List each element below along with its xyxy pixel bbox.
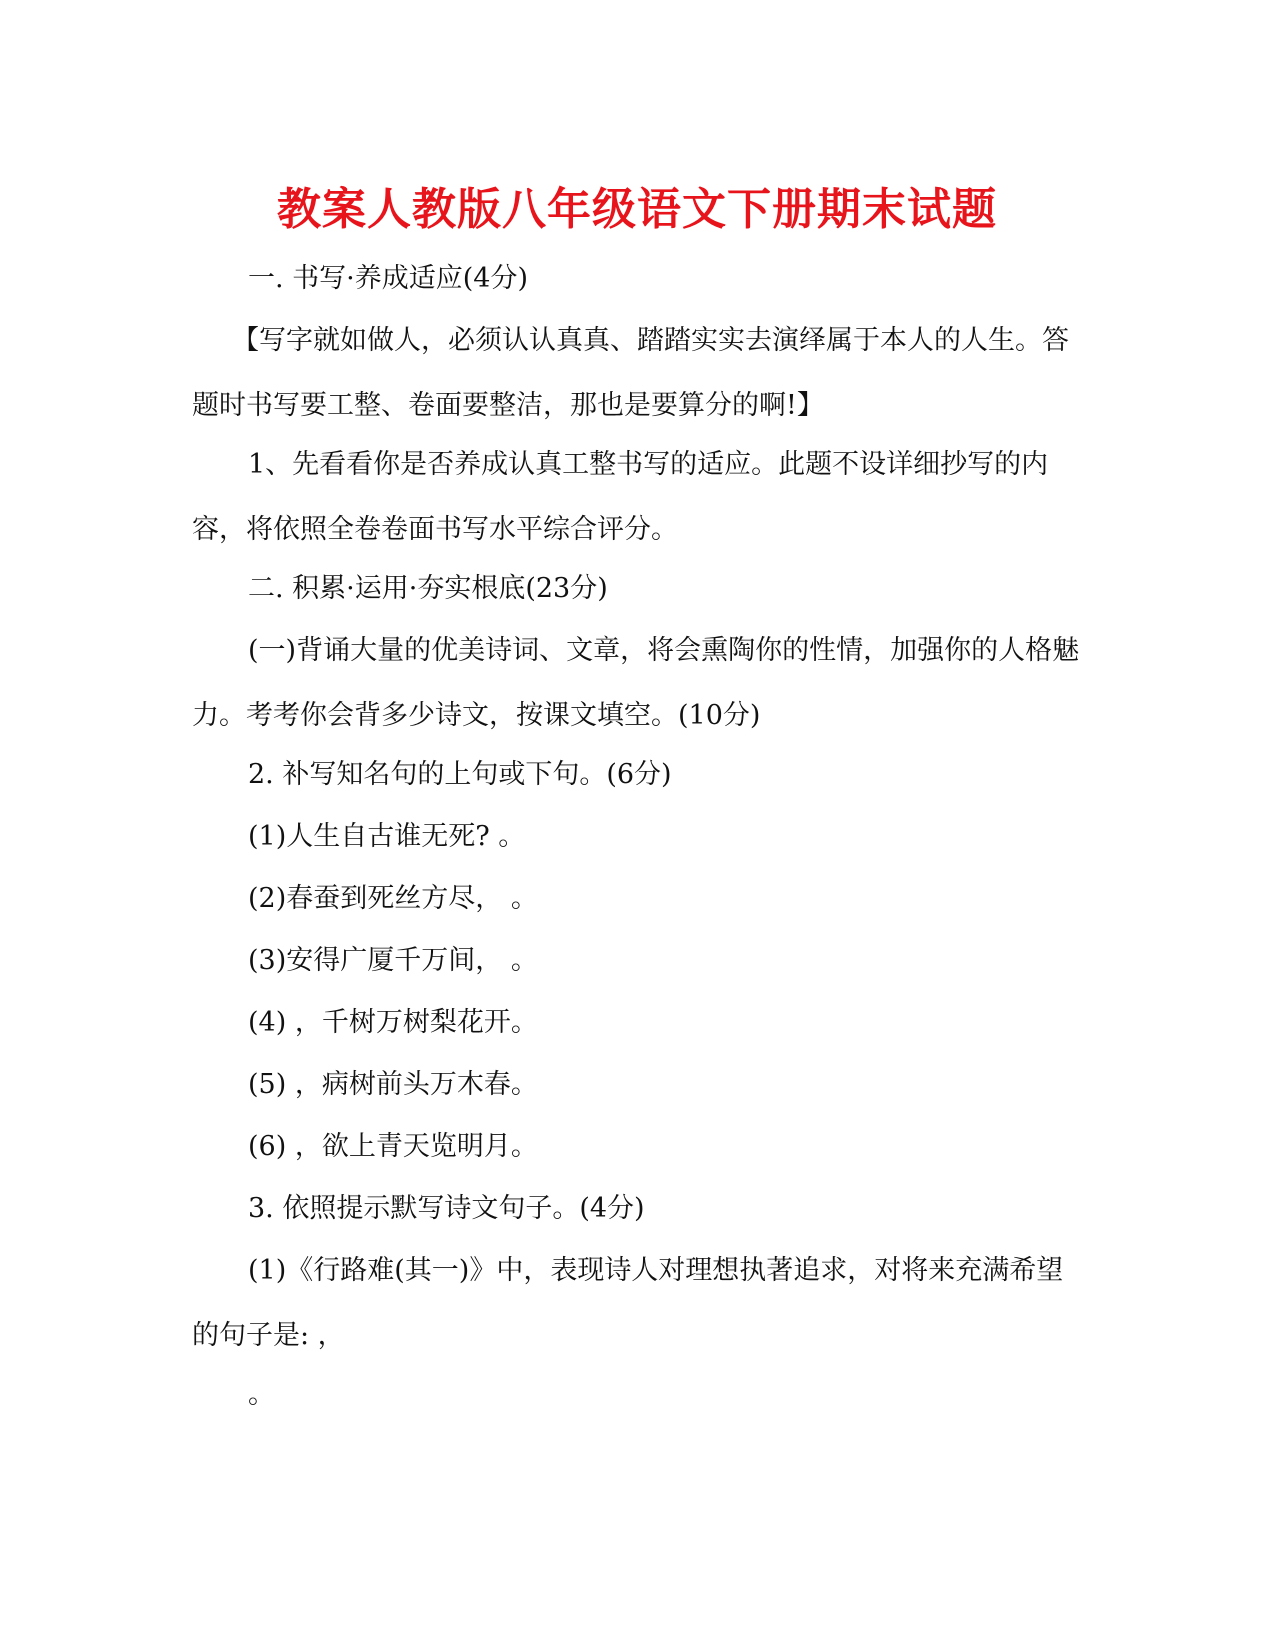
question-1: 1、先看看你是否养成认真工整书写的适应。此题不设详细抄写的内容，将依照全卷卷面书写水平综合评分。 <box>192 449 1049 545</box>
document-title: 教案人教版八年级语文下册期末试题 <box>277 184 997 235</box>
section-heading-1: 一. 书写·养成适应(4分) <box>248 263 528 294</box>
question-3: 3. 依照提示默写诗文句子。(4分) <box>248 1193 645 1224</box>
question-2: 2. 补写知名句的上句或下句。(6分) <box>248 759 672 790</box>
question-2-item-6: (6) ，欲上青天览明月。 <box>248 1131 538 1162</box>
question-2-item-3: (3)安得广厦千万间， 。 <box>248 945 538 976</box>
question-2-item-5: (5) ，病树前头万木春。 <box>248 1069 538 1100</box>
question-2-item-1: (1)人生自古谁无死? 。 <box>248 821 526 852</box>
question-3-item-1-end: 。 <box>248 1379 275 1410</box>
question-3-item-1: (1)《行路难(其一)》中，表现诗人对理想执著追求，对将来充满希望的句子是: ， <box>192 1255 1064 1351</box>
question-2-item-4: (4) ，千树万树梨花开。 <box>248 1007 538 1038</box>
writing-note: 【写字就如做人，必须认认真真、踏踏实实去演绎属于本人的人生。答题时书写要工整、卷面要整洁，那也是要算分的啊!】 <box>192 325 1069 421</box>
question-2-item-2: (2)春蚕到死丝方尽， 。 <box>248 883 538 914</box>
section-heading-2: 二. 积累·运用·夯实根底(23分) <box>248 573 608 604</box>
subsection-intro: (一)背诵大量的优美诗词、文章，将会熏陶你的性情，加强你的人格魅力。考考你会背多少诗文，按课文填空。(10分) <box>192 635 1080 731</box>
